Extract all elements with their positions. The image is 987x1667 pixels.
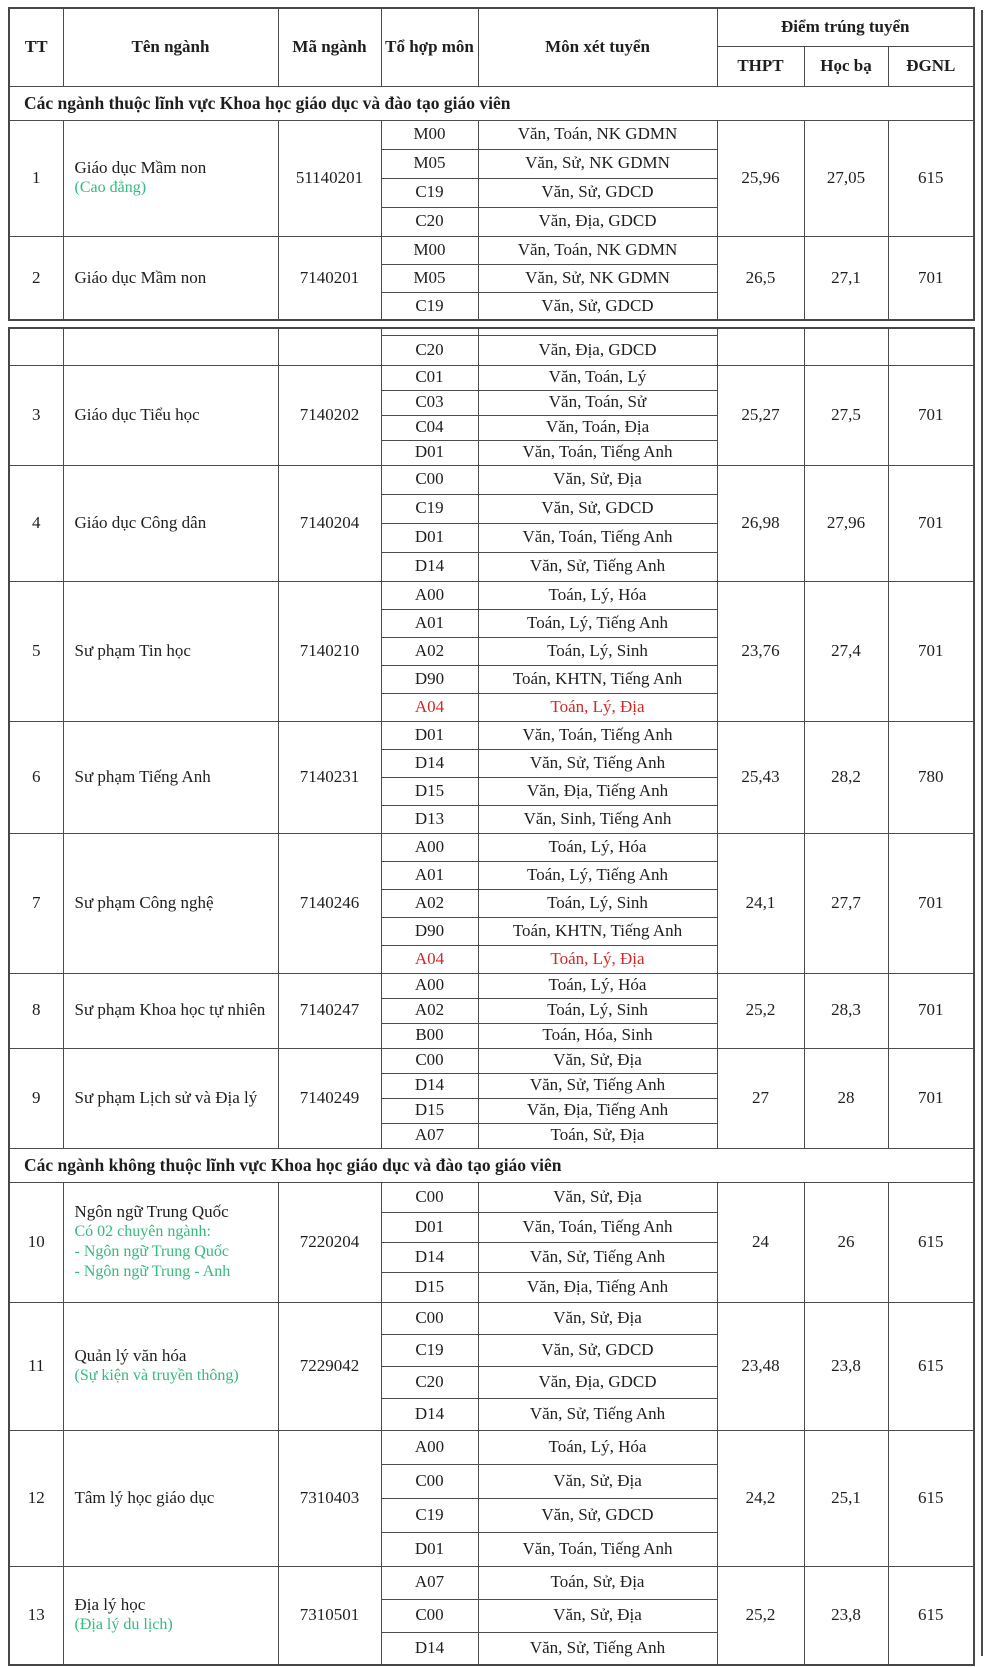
combo-code-cell: A07 bbox=[381, 1566, 478, 1599]
major-name-cell bbox=[63, 1048, 278, 1148]
subjects-cell: Văn, Sử, Địa bbox=[478, 1182, 717, 1212]
score-dgnl-cell: 701 bbox=[888, 465, 974, 581]
combo-code-cell: D15 bbox=[381, 1272, 478, 1302]
subjects-cell: Văn, Địa, GDCD bbox=[478, 1366, 717, 1398]
combo-row bbox=[9, 120, 974, 149]
combo-code-cell: M00 bbox=[381, 120, 478, 149]
score-dgnl-cell: 701 bbox=[888, 236, 974, 320]
tt-cell: 13 bbox=[9, 1566, 63, 1665]
combo-code-cell: C00 bbox=[381, 465, 478, 494]
subjects-cell: Toán, Lý, Tiếng Anh bbox=[478, 609, 717, 637]
score-thpt-cell: 25,2 bbox=[717, 1566, 804, 1665]
subjects-cell: Văn, Toán, Tiếng Anh bbox=[478, 1212, 717, 1242]
tt-cell: 5 bbox=[9, 581, 63, 721]
combo-code-cell: M05 bbox=[381, 149, 478, 178]
subjects-cell: Toán, Lý, Địa bbox=[478, 945, 717, 973]
major-note: Có 02 chuyên ngành: bbox=[74, 1223, 211, 1241]
subjects-cell: Văn, Sử, Địa bbox=[478, 1302, 717, 1334]
section-title: Các ngành không thuộc lĩnh vực Khoa học giáo dục và đào tạo giáo viên bbox=[9, 1148, 974, 1182]
subjects-cell: Văn, Địa, GDCD bbox=[478, 335, 717, 365]
combo-code-cell: D01 bbox=[381, 1212, 478, 1242]
score-thpt-cell: 25,27 bbox=[717, 365, 804, 465]
major-name: Giáo dục Mầm non bbox=[74, 267, 207, 287]
combo-code-cell: C20 bbox=[381, 1366, 478, 1398]
subjects-cell: Văn, Sử, Tiếng Anh bbox=[478, 552, 717, 581]
score-dgnl-cell: 615 bbox=[888, 1302, 974, 1430]
tt-cell: 3 bbox=[9, 365, 63, 465]
col-header-name: Tên ngành bbox=[63, 8, 278, 86]
major-code-cell: 51140201 bbox=[278, 120, 381, 236]
major-note: - Ngôn ngữ Trung - Anh bbox=[74, 1263, 231, 1281]
combo-row bbox=[9, 1182, 974, 1212]
score-thpt-cell: 25,96 bbox=[717, 120, 804, 236]
section-title-row bbox=[9, 1148, 974, 1182]
score-thpt-cell: 23,76 bbox=[717, 581, 804, 721]
subjects-cell: Văn, Toán, Lý bbox=[478, 365, 717, 390]
combo-code-cell: A00 bbox=[381, 581, 478, 609]
score-hocba-cell: 27,05 bbox=[804, 120, 888, 236]
combo-row bbox=[9, 1566, 974, 1599]
major-code-cell: 7140231 bbox=[278, 721, 381, 833]
score-thpt-cell: 25,43 bbox=[717, 721, 804, 833]
score-dgnl-cell: 701 bbox=[888, 1048, 974, 1148]
subjects-cell: Văn, Toán, Tiếng Anh bbox=[478, 1532, 717, 1566]
subjects-cell: Văn, Sử, GDCD bbox=[478, 494, 717, 523]
tt-cell: 12 bbox=[9, 1430, 63, 1566]
tt-cell: 7 bbox=[9, 833, 63, 973]
subjects-cell: Toán, Lý, Tiếng Anh bbox=[478, 861, 717, 889]
score-hocba-cell: 23,8 bbox=[804, 1302, 888, 1430]
combo-code-cell: C00 bbox=[381, 1599, 478, 1632]
score-hocba-cell: 23,8 bbox=[804, 1566, 888, 1665]
tt-cell bbox=[9, 328, 63, 365]
combo-code-cell: A07 bbox=[381, 1123, 478, 1148]
combo-row bbox=[9, 833, 974, 861]
subjects-cell: Văn, Sử, Tiếng Anh bbox=[478, 1632, 717, 1665]
major-name-cell bbox=[63, 581, 278, 721]
score-thpt-cell bbox=[717, 328, 804, 365]
combo-code-cell: A04 bbox=[381, 945, 478, 973]
major-name: Sư phạm Công nghệ bbox=[74, 892, 214, 912]
combo-code-cell: A02 bbox=[381, 889, 478, 917]
major-note: (Cao đẳng) bbox=[74, 179, 147, 197]
subjects-cell: Văn, Sử, Địa bbox=[478, 465, 717, 494]
col-header-code: Mã ngành bbox=[278, 8, 381, 86]
subjects-cell: Văn, Toán, Sử bbox=[478, 390, 717, 415]
subjects-cell: Toán, Lý, Sinh bbox=[478, 998, 717, 1023]
major-name-cell bbox=[63, 365, 278, 465]
combo-row bbox=[9, 581, 974, 609]
combo-code-cell: D14 bbox=[381, 749, 478, 777]
subjects-cell: Văn, Địa, Tiếng Anh bbox=[478, 1272, 717, 1302]
major-name-cell bbox=[63, 1182, 278, 1302]
major-code-cell: 7310403 bbox=[278, 1430, 381, 1566]
subjects-cell: Văn, Địa, Tiếng Anh bbox=[478, 777, 717, 805]
score-hocba-cell: 27,96 bbox=[804, 465, 888, 581]
combo-code-cell: C04 bbox=[381, 415, 478, 440]
major-code-cell: 7140246 bbox=[278, 833, 381, 973]
col-header-combo: Tổ hợp môn bbox=[381, 8, 478, 86]
tt-cell: 11 bbox=[9, 1302, 63, 1430]
combo-code-cell: D15 bbox=[381, 777, 478, 805]
subjects-cell: Toán, Sử, Địa bbox=[478, 1566, 717, 1599]
combo-code-cell: A02 bbox=[381, 637, 478, 665]
major-name-cell bbox=[63, 1566, 278, 1665]
score-hocba-cell bbox=[804, 328, 888, 365]
table-area bbox=[8, 7, 974, 1666]
major-name-cell bbox=[63, 236, 278, 320]
major-code-cell: 7140202 bbox=[278, 365, 381, 465]
major-name-cell bbox=[63, 1430, 278, 1566]
subjects-cell: Văn, Sử, GDCD bbox=[478, 1498, 717, 1532]
subjects-cell: Toán, Lý, Địa bbox=[478, 693, 717, 721]
subjects-cell: Văn, Toán, NK GDMN bbox=[478, 236, 717, 264]
major-name-cell bbox=[63, 328, 278, 365]
combo-code-cell: M00 bbox=[381, 236, 478, 264]
combo-row bbox=[9, 1048, 974, 1073]
major-name-cell bbox=[63, 120, 278, 236]
subjects-cell: Văn, Địa, Tiếng Anh bbox=[478, 1098, 717, 1123]
section-title-row bbox=[9, 86, 974, 120]
major-note: (Địa lý du lịch) bbox=[74, 1616, 173, 1634]
combo-row bbox=[9, 1302, 974, 1334]
score-thpt-cell: 24,2 bbox=[717, 1430, 804, 1566]
combo-code-cell: M05 bbox=[381, 264, 478, 292]
combo-code-cell: C00 bbox=[381, 1464, 478, 1498]
subjects-cell: Toán, Hóa, Sinh bbox=[478, 1023, 717, 1048]
major-name-cell bbox=[63, 973, 278, 1048]
score-thpt-cell: 26,98 bbox=[717, 465, 804, 581]
tt-cell: 2 bbox=[9, 236, 63, 320]
score-dgnl-cell bbox=[888, 328, 974, 365]
score-dgnl-cell: 701 bbox=[888, 365, 974, 465]
score-hocba-cell: 28,3 bbox=[804, 973, 888, 1048]
section-title: Các ngành thuộc lĩnh vực Khoa học giáo dục và đào tạo giáo viên bbox=[9, 86, 974, 120]
combo-code-cell: D14 bbox=[381, 1073, 478, 1098]
combo-code-cell bbox=[381, 328, 478, 335]
score-hocba-cell: 27,1 bbox=[804, 236, 888, 320]
major-code-cell: 7310501 bbox=[278, 1566, 381, 1665]
subjects-cell: Toán, KHTN, Tiếng Anh bbox=[478, 917, 717, 945]
score-dgnl-cell: 701 bbox=[888, 973, 974, 1048]
subjects-cell: Văn, Sử, GDCD bbox=[478, 1334, 717, 1366]
combo-code-cell: A00 bbox=[381, 1430, 478, 1464]
combo-code-cell: C00 bbox=[381, 1182, 478, 1212]
combo-code-cell: A01 bbox=[381, 609, 478, 637]
major-name: Ngôn ngữ Trung Quốc bbox=[74, 1201, 229, 1221]
col-header-hocba: Học bạ bbox=[804, 46, 888, 86]
subjects-cell: Văn, Địa, GDCD bbox=[478, 207, 717, 236]
combo-code-cell: D14 bbox=[381, 1632, 478, 1665]
score-thpt-cell: 25,2 bbox=[717, 973, 804, 1048]
combo-row bbox=[9, 365, 974, 390]
combo-code-cell: C19 bbox=[381, 292, 478, 320]
tt-cell: 10 bbox=[9, 1182, 63, 1302]
score-hocba-cell: 27,5 bbox=[804, 365, 888, 465]
combo-code-cell: C20 bbox=[381, 207, 478, 236]
score-hocba-cell: 28,2 bbox=[804, 721, 888, 833]
subjects-cell: Văn, Sử, Tiếng Anh bbox=[478, 749, 717, 777]
subjects-cell: Toán, Lý, Sinh bbox=[478, 889, 717, 917]
subjects-cell: Toán, Sử, Địa bbox=[478, 1123, 717, 1148]
subjects-cell: Văn, Sử, NK GDMN bbox=[478, 264, 717, 292]
score-dgnl-cell: 615 bbox=[888, 1566, 974, 1665]
major-code-cell: 7140247 bbox=[278, 973, 381, 1048]
tt-cell: 8 bbox=[9, 973, 63, 1048]
subjects-cell: Toán, Lý, Sinh bbox=[478, 637, 717, 665]
combo-code-cell: C03 bbox=[381, 390, 478, 415]
major-name: Sư phạm Khoa học tự nhiên bbox=[74, 1000, 266, 1020]
major-name: Địa lý học bbox=[74, 1595, 146, 1615]
major-name: Sư phạm Tin học bbox=[74, 640, 191, 660]
subjects-cell: Văn, Toán, Tiếng Anh bbox=[478, 523, 717, 552]
score-thpt-cell: 24 bbox=[717, 1182, 804, 1302]
header-row bbox=[9, 8, 974, 46]
major-note: (Sự kiện và truyền thông) bbox=[74, 1367, 239, 1385]
major-code-cell: 7140201 bbox=[278, 236, 381, 320]
score-dgnl-cell: 615 bbox=[888, 120, 974, 236]
combo-code-cell: D01 bbox=[381, 440, 478, 465]
major-code-cell: 7140249 bbox=[278, 1048, 381, 1148]
major-code-cell: 7140204 bbox=[278, 465, 381, 581]
score-hocba-cell: 25,1 bbox=[804, 1430, 888, 1566]
col-header-scores-group: Điểm trúng tuyển bbox=[717, 8, 974, 46]
score-hocba-cell: 26 bbox=[804, 1182, 888, 1302]
subjects-cell: Văn, Toán, Tiếng Anh bbox=[478, 721, 717, 749]
tt-cell: 6 bbox=[9, 721, 63, 833]
score-hocba-cell: 27,7 bbox=[804, 833, 888, 973]
combo-code-cell: B00 bbox=[381, 1023, 478, 1048]
combo-code-cell: A01 bbox=[381, 861, 478, 889]
subjects-cell: Văn, Sử, Địa bbox=[478, 1048, 717, 1073]
combo-code-cell: C01 bbox=[381, 365, 478, 390]
major-name: Sư phạm Tiếng Anh bbox=[74, 766, 211, 786]
tt-cell: 9 bbox=[9, 1048, 63, 1148]
combo-code-cell: D90 bbox=[381, 917, 478, 945]
subjects-cell: Toán, Lý, Hóa bbox=[478, 581, 717, 609]
col-header-tt: TT bbox=[9, 8, 63, 86]
subjects-cell: Văn, Toán, Tiếng Anh bbox=[478, 440, 717, 465]
major-code-cell: 7220204 bbox=[278, 1182, 381, 1302]
continuation-row bbox=[9, 328, 974, 335]
combo-code-cell: C19 bbox=[381, 1334, 478, 1366]
combo-code-cell: C00 bbox=[381, 1048, 478, 1073]
combo-code-cell: D01 bbox=[381, 721, 478, 749]
subjects-cell: Toán, Lý, Hóa bbox=[478, 833, 717, 861]
score-hocba-cell: 28 bbox=[804, 1048, 888, 1148]
score-dgnl-cell: 615 bbox=[888, 1182, 974, 1302]
combo-code-cell: D01 bbox=[381, 523, 478, 552]
admission-table bbox=[8, 7, 975, 321]
subjects-cell: Văn, Sử, Địa bbox=[478, 1464, 717, 1498]
combo-code-cell: C19 bbox=[381, 494, 478, 523]
cropped-next-column-edge bbox=[981, 10, 983, 1656]
major-name-cell bbox=[63, 721, 278, 833]
subjects-cell: Văn, Toán, NK GDMN bbox=[478, 120, 717, 149]
score-thpt-cell: 26,5 bbox=[717, 236, 804, 320]
subjects-cell: Văn, Sử, Tiếng Anh bbox=[478, 1242, 717, 1272]
major-name: Giáo dục Công dân bbox=[74, 512, 207, 532]
combo-code-cell: D14 bbox=[381, 1242, 478, 1272]
score-dgnl-cell: 615 bbox=[888, 1430, 974, 1566]
subjects-cell: Văn, Sinh, Tiếng Anh bbox=[478, 805, 717, 833]
tt-cell: 4 bbox=[9, 465, 63, 581]
subjects-cell: Toán, Lý, Hóa bbox=[478, 973, 717, 998]
combo-code-cell: D01 bbox=[381, 1532, 478, 1566]
major-code-cell bbox=[278, 328, 381, 365]
combo-code-cell: D14 bbox=[381, 552, 478, 581]
combo-code-cell: A02 bbox=[381, 998, 478, 1023]
subjects-cell: Toán, KHTN, Tiếng Anh bbox=[478, 665, 717, 693]
combo-code-cell: D14 bbox=[381, 1398, 478, 1430]
combo-code-cell: A00 bbox=[381, 973, 478, 998]
combo-row bbox=[9, 721, 974, 749]
combo-code-cell: C19 bbox=[381, 178, 478, 207]
combo-row bbox=[9, 465, 974, 494]
subjects-cell: Văn, Sử, GDCD bbox=[478, 292, 717, 320]
subjects-cell: Văn, Sử, Tiếng Anh bbox=[478, 1073, 717, 1098]
subjects-cell: Văn, Sử, Địa bbox=[478, 1599, 717, 1632]
combo-code-cell: C19 bbox=[381, 1498, 478, 1532]
major-code-cell: 7229042 bbox=[278, 1302, 381, 1430]
major-name: Giáo dục Tiểu học bbox=[74, 404, 200, 424]
subjects-cell: Văn, Sử, NK GDMN bbox=[478, 149, 717, 178]
score-dgnl-cell: 701 bbox=[888, 581, 974, 721]
combo-row bbox=[9, 973, 974, 998]
score-thpt-cell: 27 bbox=[717, 1048, 804, 1148]
col-header-dgnl: ĐGNL bbox=[888, 46, 974, 86]
combo-code-cell: C00 bbox=[381, 1302, 478, 1334]
major-name: Quản lý văn hóa bbox=[74, 1345, 187, 1365]
subjects-cell: Văn, Sử, GDCD bbox=[478, 178, 717, 207]
combo-code-cell: D13 bbox=[381, 805, 478, 833]
subjects-cell bbox=[478, 328, 717, 335]
combo-code-cell: A04 bbox=[381, 693, 478, 721]
major-name-cell bbox=[63, 1302, 278, 1430]
tt-cell: 1 bbox=[9, 120, 63, 236]
combo-code-cell: D90 bbox=[381, 665, 478, 693]
subjects-cell: Văn, Toán, Địa bbox=[478, 415, 717, 440]
major-name: Sư phạm Lịch sử và Địa lý bbox=[74, 1087, 258, 1107]
admission-table bbox=[8, 327, 975, 1666]
score-dgnl-cell: 701 bbox=[888, 833, 974, 973]
combo-code-cell: D15 bbox=[381, 1098, 478, 1123]
subjects-cell: Văn, Sử, Tiếng Anh bbox=[478, 1398, 717, 1430]
col-header-thpt: THPT bbox=[717, 46, 804, 86]
score-dgnl-cell: 780 bbox=[888, 721, 974, 833]
score-hocba-cell: 27,4 bbox=[804, 581, 888, 721]
major-name: Tâm lý học giáo dục bbox=[74, 1487, 215, 1507]
major-name: Giáo dục Mầm non bbox=[74, 157, 207, 177]
subjects-cell: Toán, Lý, Hóa bbox=[478, 1430, 717, 1464]
score-thpt-cell: 23,48 bbox=[717, 1302, 804, 1430]
combo-row bbox=[9, 1430, 974, 1464]
combo-row bbox=[9, 236, 974, 264]
col-header-subjects: Môn xét tuyển bbox=[478, 8, 717, 86]
major-code-cell: 7140210 bbox=[278, 581, 381, 721]
score-thpt-cell: 24,1 bbox=[717, 833, 804, 973]
major-name-cell bbox=[63, 833, 278, 973]
combo-code-cell: C20 bbox=[381, 335, 478, 365]
combo-code-cell: A00 bbox=[381, 833, 478, 861]
major-note: - Ngôn ngữ Trung Quốc bbox=[74, 1243, 229, 1261]
major-name-cell bbox=[63, 465, 278, 581]
